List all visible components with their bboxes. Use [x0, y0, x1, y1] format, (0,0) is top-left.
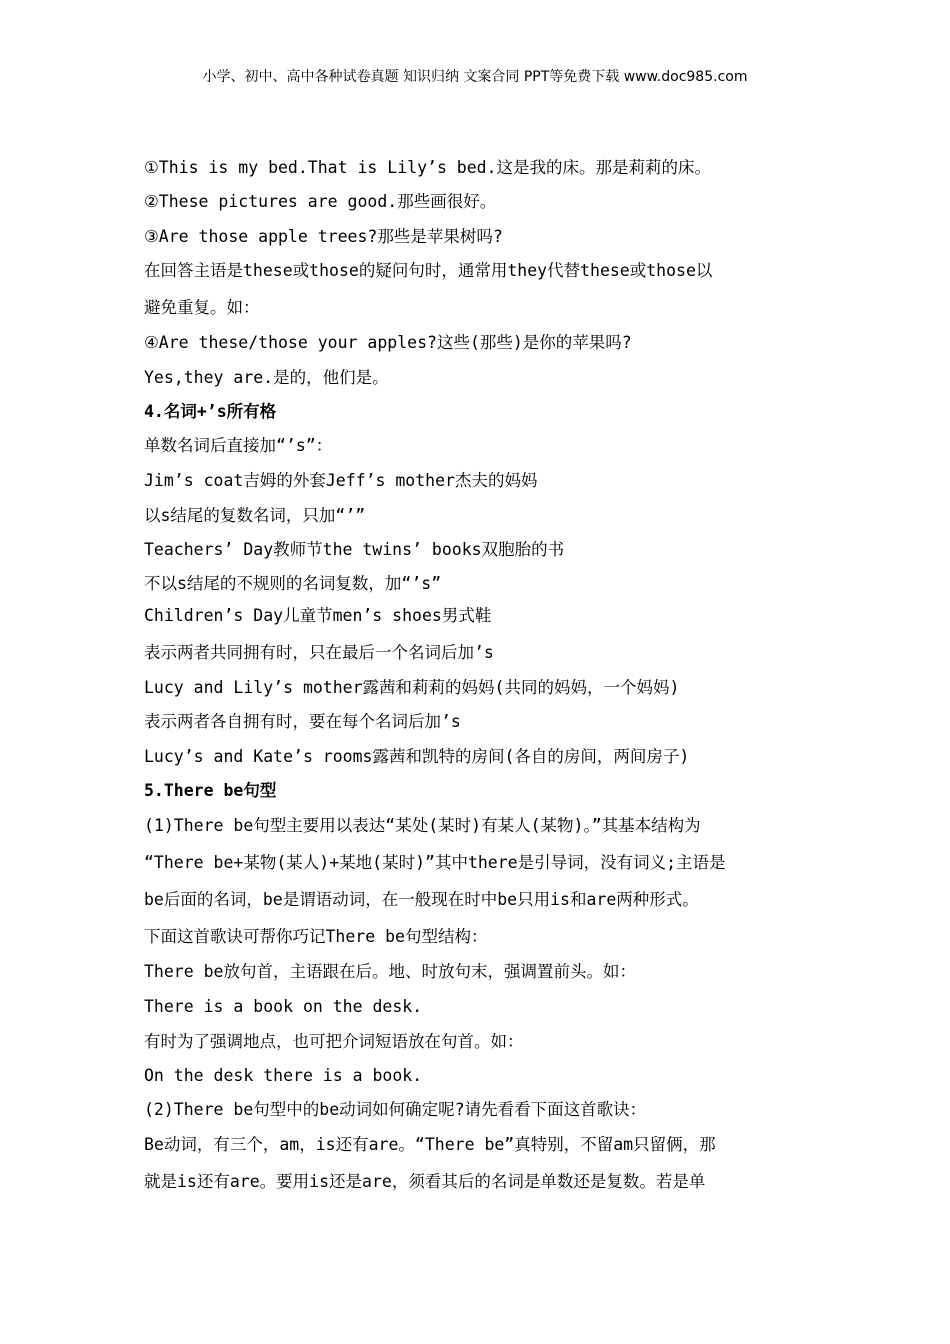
text-line: (2)There be句型中的be动词如何确定呢?请先看看下面这首歌诀：	[144, 1100, 647, 1119]
text-line: Lucy and Lily’s mother露茜和莉莉的妈妈(共同的妈妈，一个妈妈)	[144, 678, 680, 697]
text-line: Lucy’s and Kate’s rooms露茜和凯特的房间(各自的房间，两间房子)	[144, 747, 690, 766]
text-line: ①This is my bed.That is Lily’s bed.这是我的床。那是莉莉的床。	[144, 158, 712, 177]
section-heading: 5.There be句型	[144, 781, 277, 800]
text-line: 表示两者共同拥有时，只在最后一个名词后加’s	[144, 643, 494, 662]
text-line: (1)There be句型主要用以表达“某处(某时)有某人(某物)。”其基本结构为	[144, 816, 701, 835]
text-line: “There be+某物(某人)+某地(某时)”其中there是引导词，没有词义;主语是	[144, 853, 726, 872]
text-line: On the desk there is a book.	[144, 1066, 423, 1085]
text-line: Jim’s coat吉姆的外套Jeff’s mother杰夫的妈妈	[144, 471, 538, 490]
section-heading: 4.名词+’s所有格	[144, 402, 277, 421]
text-line: ④Are these/those your apples?这些(那些)是你的苹果吗?	[144, 333, 632, 352]
text-line: Be动词，有三个，am，is还有are。“There be”真特别，不留am只留俩，那	[144, 1135, 716, 1154]
text-line: be后面的名词，be是谓语动词，在一般现在时中be只用is和are两种形式。	[144, 890, 699, 909]
text-line: There is a book on the desk.	[144, 997, 423, 1016]
text-line: Children’s Day儿童节men’s shoes男式鞋	[144, 606, 492, 625]
text-line: 不以s结尾的不规则的名词复数，加“’s”	[144, 574, 442, 593]
text-line: 下面这首歌诀可帮你巧记There be句型结构：	[144, 927, 488, 946]
text-line: 有时为了强调地点，也可把介词短语放在句首。如：	[144, 1032, 524, 1051]
text-line: 就是is还有are。要用is还是are，须看其后的名词是单数还是复数。若是单	[144, 1172, 706, 1191]
text-line: 表示两者各自拥有时，要在每个名词后加’s	[144, 712, 461, 731]
text-line: Yes,they are.是的，他们是。	[144, 368, 389, 387]
text-line: 单数名词后直接加“’s”：	[144, 436, 333, 455]
text-line: There be放句首，主语跟在后。地、时放句末，强调置前头。如：	[144, 962, 636, 981]
text-line: ②These pictures are good.那些画很好。	[144, 192, 497, 211]
text-line: ③Are those apple trees?那些是苹果树吗?	[144, 227, 503, 246]
text-line: Teachers’ Day教师节the twins’ books双胞胎的书	[144, 540, 565, 559]
page-header: 小学、初中、高中各种试卷真题 知识归纳 文案合同 PPT等免费下载 www.doc985.com	[202, 69, 748, 85]
text-line: 以s结尾的复数名词，只加“’”	[144, 506, 366, 525]
text-line: 避免重复。如：	[144, 298, 260, 317]
text-line: 在回答主语是these或those的疑问句时，通常用they代替these或those以	[144, 261, 713, 280]
